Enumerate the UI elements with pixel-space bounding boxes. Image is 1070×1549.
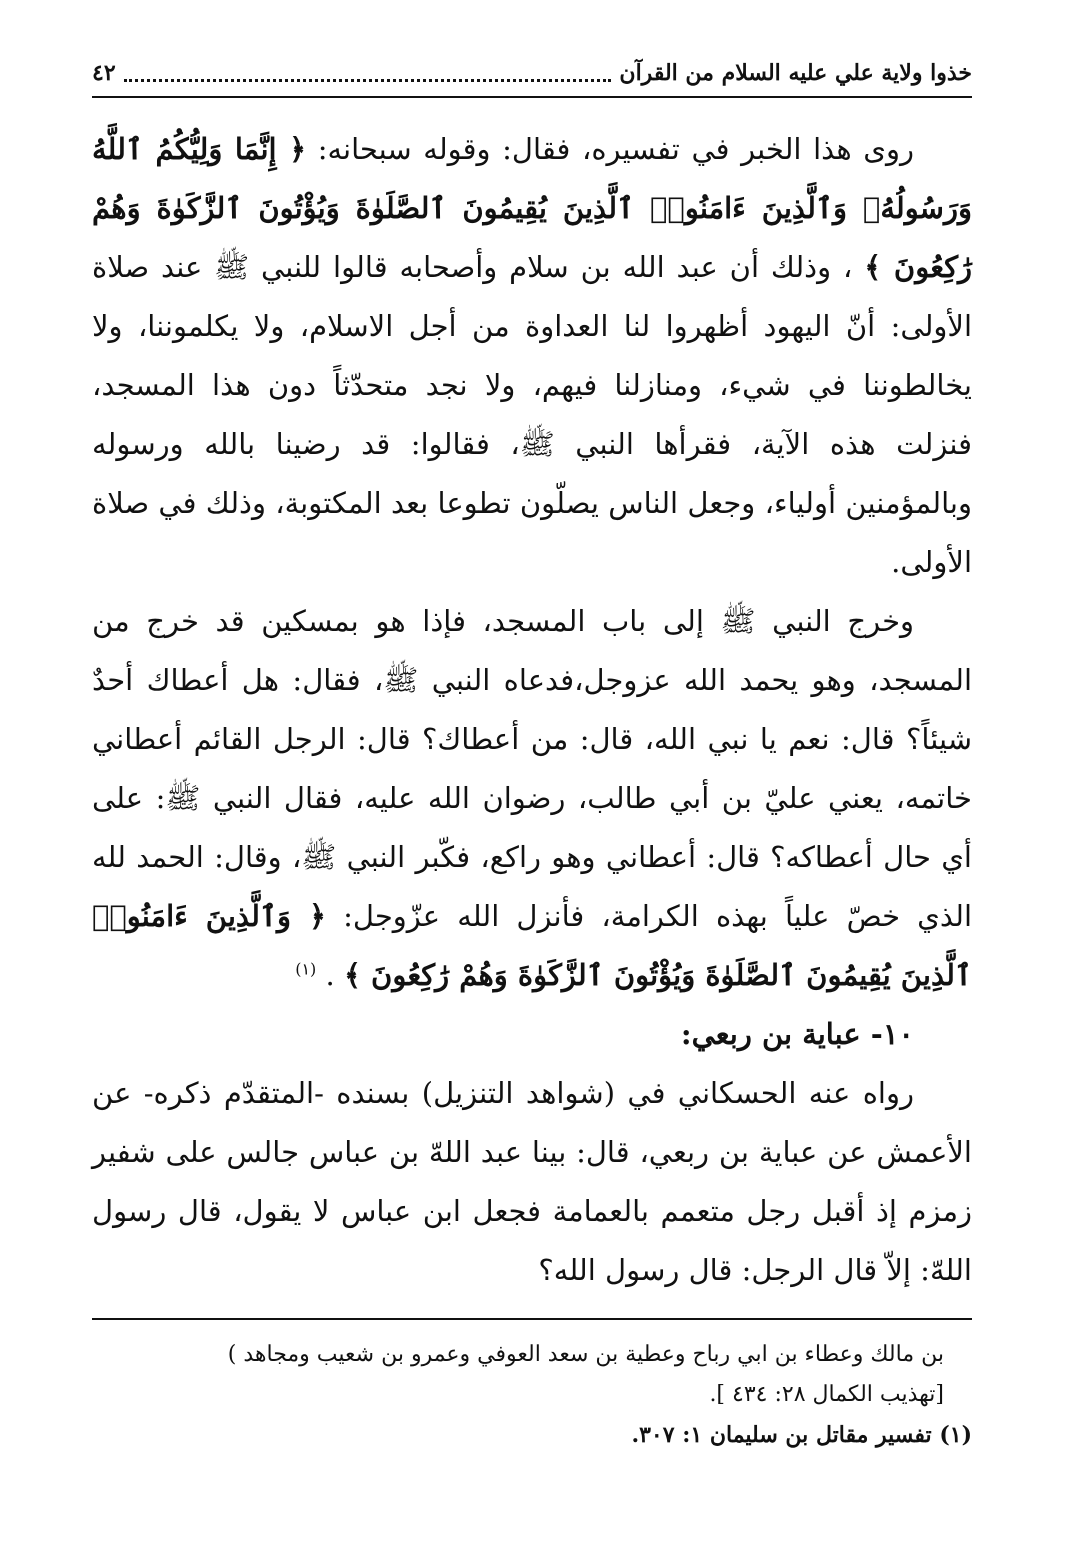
paragraph-1 [92, 120, 972, 592]
section-heading: ١٠- عباية بن ربعي: [680, 1017, 914, 1051]
footnote-continuation-2: [تهذيب الكمال ٢٨: ٤٣٤ ]. [709, 1382, 944, 1407]
footnote-1: (١) تفسير مقاتل بن سليمان ١: ٣٠٧. [631, 1422, 972, 1448]
running-header [92, 50, 972, 98]
book-page [92, 0, 972, 1549]
main-text [92, 120, 972, 1300]
paragraph-2 [92, 592, 972, 1005]
header-dotted-leader [124, 65, 612, 82]
footnote-divider [92, 1318, 972, 1320]
header-title: خذوا ولاية علي عليه السلام من القرآن [619, 60, 972, 86]
page-number: ٤٢ [92, 60, 116, 86]
footnote-continuation-1: بن مالك وعطاء بن ابي رباح وعطية بن سعد العوفي وعمرو بن شعيب ومجاهد ) [227, 1342, 944, 1367]
quran-verse-2: ﴿ وَٱلَّذِينَ ءَامَنُوا۟ ٱلَّذِينَ يُقِيمُونَ ٱلصَّلَوٰةَ وَيُؤْتُونَ ٱلزَّكَوٰةَ وَهُمْ رَٰكِعُونَ ﴾ [92, 899, 972, 992]
paragraph-3: رواه عنه الحسكاني في (شواهد التنزيل) بسنده -المتقدّم ذكره- عن الأعمش عن عباية بن ربعي، قال: بينا عبد اللهّ بن عباس جالس على شفير زمزم إذ أقبل رجل متعمم بالعمامة فجعل ابن عباس لا يقول، قال رسول اللهّ: إلاّ قال الرجل: قال رسول الله؟ [92, 1076, 972, 1287]
paragraph-1-before: روى هذا الخبر في تفسيره، فقال: وقوله سبحانه: [306, 132, 914, 166]
paragraph-1-after: ، وذلك أن عبد الله بن سلام وأصحابه قالوا للنبي ﷺ عند صلاة الأولى: أنّ اليهود أظهروا لنا العداوة من أجل الاسلام، ولا يكلموننا، ولا يخالطوننا في شيء، ومنازلنا فيهم، ولا نجد متحدّثاً دون هذا المسجد، فنزلت هذه الآية، فقرأها النبي ﷺ، فقالوا: قد رضينا بالله ورسوله وبالمؤمنين أولياء، وجعل الناس يصلّون تطوعا بعد المكتوبة، وذلك في صلاة الأولى. [92, 250, 973, 579]
paragraph-2-before: وخرج النبي ﷺ إلى باب المسجد، فإذا هو بمسكين قد خرج من المسجد، وهو يحمد الله عزوجل،فدعاه النبي ﷺ، فقال: هل أعطاك أحدٌ شيئاً؟ قال: نعم يا نبي الله، قال: من أعطاك؟ قال: الرجل القائم أعطاني خاتمه، يعني عليّ بن أبي طالب، رضوان الله عليه، فقال النبي ﷺ: على أي حال أعطاكه؟ قال: أعطاني وهو راكع، فكّبر النبي ﷺ، وقال: الحمد لله الذي خصّ علياً بهذه الكرامة، فأنزل الله عزّوجل: [92, 604, 972, 933]
quran-verse-1: ﴿ إِنَّمَا وَلِيُّكُمُ ٱللَّهُ وَرَسُولُهُۥ وَٱلَّذِينَ ءَامَنُوا۟ ٱلَّذِينَ يُقِيمُونَ ٱلصَّلَوٰةَ وَيُؤْتُونَ ٱلزَّكَوٰةَ وَهُمْ رَٰكِعُونَ ﴾ [92, 132, 973, 284]
paragraph-2-after: . [325, 958, 335, 992]
footnote-ref-1[interactable]: (١) [295, 959, 317, 979]
footnotes [92, 1335, 972, 1455]
